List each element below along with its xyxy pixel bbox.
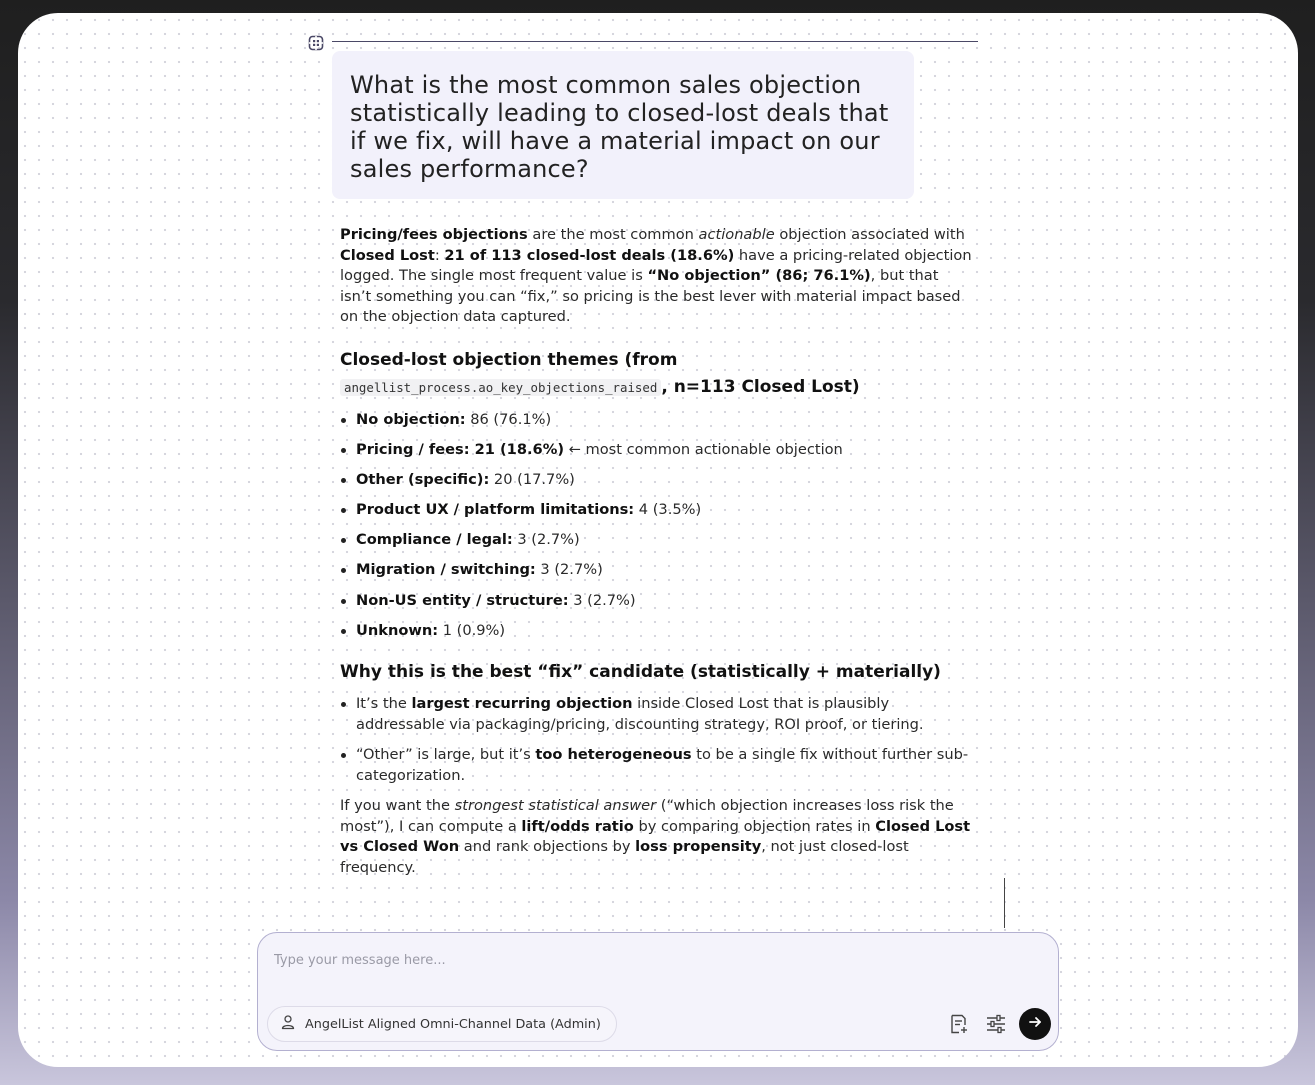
list-item: [340, 745, 972, 786]
message-input[interactable]: [274, 949, 994, 971]
reason-text: “Other” is large, but it’s: [356, 746, 536, 763]
intro-italic: actionable: [698, 226, 775, 243]
list-item: [340, 495, 972, 525]
theme-value: 86 (76.1%): [465, 410, 552, 428]
arrow-right-icon: [1027, 1014, 1043, 1034]
answer-closing: [340, 796, 972, 878]
app-window: [18, 13, 1298, 1067]
list-item: [340, 435, 972, 465]
themes-heading-prefix: Closed-lost objection themes (from: [340, 349, 678, 370]
reason-text: inside Closed Lost that is plausibly addressable via packaging/pricing, discounting strategy, ROI proof, or tiering.: [356, 695, 924, 733]
list-item: [340, 525, 972, 555]
list-item: [340, 586, 972, 616]
reason-text: to be a single fix without further sub-categorization.: [356, 746, 969, 784]
closing-text: If you want the: [340, 797, 455, 814]
intro-bold: “No objection” (86; 76.1%): [647, 267, 871, 284]
reason-text: It’s the: [356, 695, 412, 712]
bullet: [341, 702, 346, 707]
user-question-bubble: [332, 51, 914, 199]
closing-bold: loss propensity: [635, 838, 762, 855]
themes-heading: [340, 347, 972, 401]
bullet: [341, 753, 346, 758]
add-note-icon[interactable]: [948, 1013, 970, 1035]
list-item: [340, 616, 972, 646]
answer-intro: [340, 225, 972, 328]
themes-list: [340, 405, 972, 647]
bullet: [341, 568, 346, 573]
bullet: [341, 448, 346, 453]
why-heading: Why this is the best “fix” candidate (statistically + materially): [340, 662, 941, 682]
assistant-answer: [340, 225, 972, 878]
list-item: [340, 465, 972, 495]
intro-text: are the most common: [527, 226, 699, 243]
closing-text: (“which objection increases loss risk the most”), I can compute a: [340, 797, 954, 835]
theme-value: ← most common actionable objection: [563, 440, 843, 458]
closing-text: and rank objections by: [459, 838, 636, 855]
list-item: [340, 405, 972, 435]
sliders-icon[interactable]: [985, 1013, 1007, 1035]
closing-bold: Closed Lost vs Closed Won: [340, 817, 971, 855]
intro-bold: Pricing/fees objections: [340, 226, 528, 243]
bullet: [341, 538, 346, 543]
send-button[interactable]: [1019, 1008, 1051, 1040]
closing-italic: strongest statistical answer: [454, 797, 657, 814]
theme-label: No objection:: [356, 410, 466, 428]
closing-text: by comparing objection rates in: [633, 817, 876, 835]
closing-bold: lift/odds ratio: [521, 817, 634, 835]
bullet: [341, 418, 346, 423]
theme-label: Unknown:: [356, 621, 439, 639]
theme-label: Pricing / fees: 21 (18.6%): [356, 440, 564, 458]
intro-text: , but that isn’t something you can “fix,” so pricing is the best lever with material impact based on the objection data captured.: [340, 267, 961, 325]
list-item: [340, 555, 972, 585]
theme-value: 20 (17.7%): [489, 470, 575, 488]
user-icon: [280, 1014, 296, 1034]
intro-text: :: [434, 246, 445, 264]
intro-text: objection associated with: [774, 226, 965, 243]
theme-value: 4 (3.5%): [634, 501, 702, 519]
bullet: [341, 508, 346, 513]
message-divider: [332, 41, 978, 42]
bullet: [341, 478, 346, 483]
data-source-selector[interactable]: [267, 1006, 617, 1042]
intro-text: have a pricing-related objection logged. The single most frequent value is: [340, 246, 972, 284]
themes-heading-code: angellist_process.ao_key_objections_raised: [340, 379, 661, 396]
theme-value: 3 (2.7%): [535, 561, 603, 579]
data-source-label: AngelList Aligned Omni-Channel Data (Admin): [305, 1016, 601, 1032]
bullet: [341, 599, 346, 604]
reason-bold: too heterogeneous: [535, 746, 692, 763]
intro-bold: 21 of 113 closed-lost deals (18.6%): [444, 246, 735, 264]
list-item: [340, 694, 972, 735]
closing-text: , not just closed-lost frequency.: [340, 838, 909, 876]
assistant-logo-icon: [308, 35, 324, 51]
user-question-text: What is the most common sales objection statistically leading to closed-lost deals that if we fix, will have a material impact on our sales performance?: [350, 71, 889, 183]
theme-label: Other (specific):: [356, 470, 490, 488]
theme-value: 3 (2.7%): [568, 591, 636, 609]
theme-value: 1 (0.9%): [438, 621, 506, 639]
message-composer: [257, 932, 1059, 1051]
theme-value: 3 (2.7%): [512, 531, 580, 549]
themes-heading-suffix: , n=113 Closed Lost): [661, 376, 860, 397]
bullet: [341, 629, 346, 634]
scroll-cursor-line: [1004, 878, 1005, 928]
theme-label: Product UX / platform limitations:: [356, 501, 635, 519]
theme-label: Compliance / legal:: [356, 531, 513, 549]
theme-label: Non-US entity / structure:: [356, 591, 569, 609]
theme-label: Migration / switching:: [356, 561, 536, 579]
reason-bold: largest recurring objection: [411, 695, 633, 712]
reasons-list: [340, 694, 972, 786]
intro-bold: Closed Lost: [340, 246, 435, 264]
